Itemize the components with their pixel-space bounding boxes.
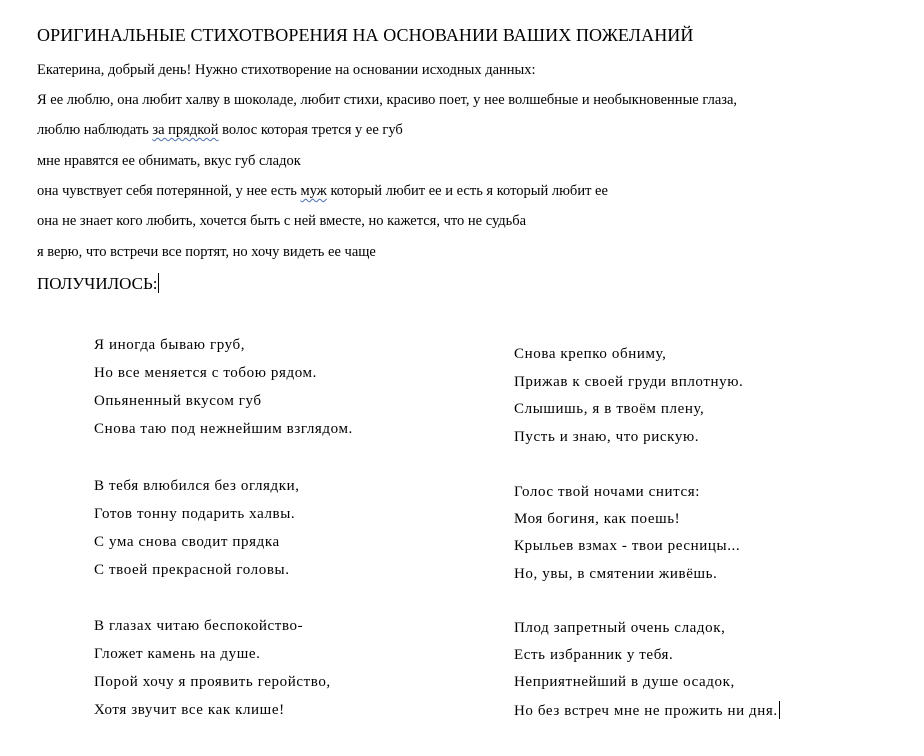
poem-line: Готов тонну подарить халвы. xyxy=(94,506,296,522)
poem-line: Но все меняется с тобою рядом. xyxy=(94,365,317,381)
poem-line: Слышишь, я в твоём плену, xyxy=(514,401,705,417)
poem-line-text: Но без встреч мне не прожить ни дня. xyxy=(514,703,778,719)
poem-line: В глазах читаю беспокойство- xyxy=(94,618,304,634)
request-line-3: мне нравятся ее обнимать, вкус губ сладок xyxy=(37,153,301,169)
request-line-5: она не знает кого любить, хочется быть с ней вместе, но кажется, что не судьба xyxy=(37,213,527,229)
text-run: который любит ее и есть я который любит ее xyxy=(326,183,608,199)
poem-line: Крыльев взмах - твои ресницы... xyxy=(514,538,741,554)
poem-line: Есть избранник у тебя. xyxy=(514,647,674,663)
text-run: она чувствует себя потерянной, у нее есть xyxy=(37,183,301,199)
poem-line: Голос твой ночами снится: xyxy=(514,484,701,500)
poem-line-last xyxy=(514,701,780,720)
text-run: волос которая трется у ее губ xyxy=(218,122,403,138)
spellcheck-underlined-text[interactable]: муж xyxy=(300,183,327,199)
request-line-2 xyxy=(37,122,403,139)
text-cursor xyxy=(158,273,159,293)
text-run: люблю наблюдать xyxy=(37,122,153,138)
poem-line: Я иногда бываю груб, xyxy=(94,337,246,353)
poem-line: В тебя влюбился без оглядки, xyxy=(94,478,300,494)
poem-line: Плод запретный очень сладок, xyxy=(514,620,726,636)
poem-line: Опьяненный вкусом губ xyxy=(94,393,262,409)
poem-line: Неприятнейший в душе осадок, xyxy=(514,674,735,690)
poem-line: Но, увы, в смятении живёшь. xyxy=(514,566,718,582)
poem-line: Моя богиня, как поешь! xyxy=(514,511,681,527)
poem-line: С твоей прекрасной головы. xyxy=(94,562,290,578)
result-heading-text: ПОЛУЧИЛОСЬ: xyxy=(37,274,158,293)
poem-line: Снова крепко обниму, xyxy=(514,346,667,362)
result-heading xyxy=(37,273,159,294)
request-line-1: Я ее люблю, она любит халву в шоколаде, любит стихи, красиво поет, у нее волшебные и необыкновенные глаза, xyxy=(37,92,738,108)
poem-line: Порой хочу я проявить геройство, xyxy=(94,674,331,690)
poem-line: Гложет камень на душе. xyxy=(94,646,261,662)
poem-line: С ума снова сводит прядка xyxy=(94,534,280,550)
poem-line: Хотя звучит все как клише! xyxy=(94,702,285,718)
text-cursor xyxy=(779,701,780,719)
poem-line: Прижав к своей груди вплотную. xyxy=(514,374,744,390)
spellcheck-underlined-text[interactable]: за прядкой xyxy=(152,122,219,138)
document-title: ОРИГИНАЛЬНЫЕ СТИХОТВОРЕНИЯ НА ОСНОВАНИИ ВАШИХ ПОЖЕЛАНИЙ xyxy=(37,25,694,45)
poem-line: Пусть и знаю, что рискую. xyxy=(514,429,700,445)
request-greeting: Екатерина, добрый день! Нужно стихотворение на основании исходных данных: xyxy=(37,62,536,78)
request-line-4 xyxy=(37,183,608,200)
poem-line: Снова таю под нежнейшим взглядом. xyxy=(94,421,353,437)
request-line-6: я верю, что встречи все портят, но хочу видеть ее чаще xyxy=(37,244,376,260)
